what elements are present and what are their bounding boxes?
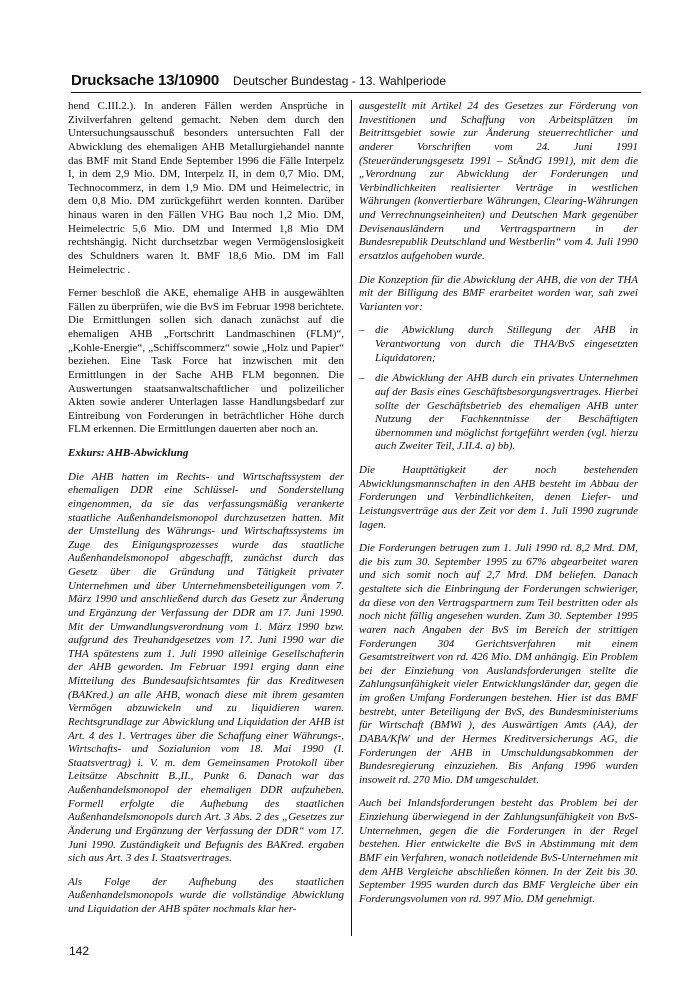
variant-list — [359, 324, 638, 454]
paragraph: Die Konzeption für die Abwicklung der AHB, die von der THA mit der Billigung des BMF erarbeitet worden war, sah zwei Varianten vor: — [359, 273, 638, 313]
list-item-text: die Abwicklung der AHB durch ein privates Unternehmen auf der Basis eines Geschäftsbesorgungsvertrages. Hierbei sollte der Geschäftsbetrieb des ehemaligen AHB unter Nutzung der Fachkenntnisse der Beschäftigten übernommen und möglichst fortgeführt werden (vgl. hierzu auch Zweiter Teil, J.II.4. a) bb). — [375, 372, 638, 453]
list-item — [359, 372, 638, 454]
column-divider — [351, 100, 352, 936]
paragraph: hend C.III.2.). In anderen Fällen werden Ansprüche in Zivilverfahren geltend gemacht. Neben dem durch den Untersuchungsausschuß besonders untersuchten Fall der Abwicklung des ehemaligen AHB Metallurgiehandel nannte das BMF mit Stand Ende September 1996 die Fälle Interpelz I, in dem 2,9 Mio. DM, Interpelz II, in dem 0,7 Mio. DM, Technocommerz, in dem 1,9 Mio. DM und Heimelectric, in dem 0,8 Mio. DM zurückgeführt werden konnten. Darüber hinaus waren in den Fällen VHG Bau noch 1,2 Mio. DM, Heimelectric 5,6 Mio. DM und Intermed 1,8 Mio DM rechtshängig. Nicht durchsetzbar wegen Vermögenslosigkeit des Schuldners waren lt. BMF 18,6 Mio. DM im Fall Heimelectric . — [68, 100, 344, 276]
exkurs-heading: Exkurs: AHB-Abwicklung — [68, 447, 189, 459]
list-item — [359, 324, 638, 365]
paragraph: ausgestellt mit Artikel 24 des Gesetzes zur Förderung von Investitionen und Schaffung von Arbeitsplätzen im Beitrittsgebiet sowie zur Änderung steuerrechtlicher und anderer Vorschriften vom 24. Juni 1991 (Steueränderungsgesetz 1991 – StÄndG 1991), mit dem die „Verordnung zur Abwicklung der Forderungen und Verbindlichkeiten realisierter Verträge in westlichen Währungen (konvertierbare Währungen, Clearing-Währungen und Verrechnungseinheiten) und Deutschen Mark gegenüber Devisenausländern und Vertragspartnern in der Bundesrepublik Deutschland und Westberlin“ vom 4. Juli 1990 ersatzlos aufgehoben wurde. — [359, 100, 638, 262]
dash-bullet: – — [359, 324, 365, 337]
list-item-text: die Abwicklung durch Stillegung der AHB in Verantwortung von durch die THA/BvS eingesetzten Liquidatoren; — [375, 324, 638, 364]
paragraph: Ferner beschloß die AKE, ehemalige AHB in ausgewählten Fällen zu überprüfen, wie die BvS im Februar 1998 berichtete. Die Ermittlungen sollen sich danach zunächst auf die ehemaligen AHB „Fortschritt Landmaschinen (FLM)“, „Kohle-Energie“, „Schiffscommerz“ sowie „Holz und Papier“ beziehen. Eine Task Force hat inzwischen mit den Ermittlungen in der Sache AHB FLM begonnen. Die Auswertungen staatsanwaltschaftlicher und polizeilicher Akten sowie anderer Unterlagen lasse Handlungsbedarf zur Eintreibung von Forderungen in beträchtlicher Höhe durch FLM erkennen. Die Ermittlungen dauerten aber noch an. — [68, 287, 344, 436]
dash-bullet: – — [359, 372, 365, 385]
page-header — [71, 72, 641, 90]
document-number: Drucksache 13/10900 — [71, 72, 219, 89]
left-column — [68, 100, 344, 927]
right-column — [359, 100, 638, 916]
paragraph: Die Forderungen betrugen zum 1. Juli 1990 rd. 8,2 Mrd. DM, die bis zum 30. September 1995 zu 67% abgearbeitet waren und sich somit noch auf 2,7 Mrd. DM beliefen. Danach gestaltete sich die Einbringung der Forderungen schwieriger, da diese von den Vertragspartnern zum Teil bestritten oder als noch nicht fällig angesehen wurden. Zum 30. September 1995 waren nach Angaben der BvS im Bereich der strittigen Forderungen 304 Gerichtsverfahren mit einem Gesamtstreitwert von rd. 426 Mio. DM anhängig. Ein Problem bei der Einziehung von Auslandsforderungen stellte die Zahlungsunfähigkeit vieler Entwicklungsländer dar, gegen die im großen Umfang Forderungen bestehen. Hier ist das BMF bestrebt, unter Beteiligung der BvS, des Bundesministeriums für Wirtschaft (BMWi ), des Auswärtigen Amts (AA), der DABA/KfW und der Hermes Kreditversicherungs AG, die Forderungen der AHB in Umschuldungsabkommen der Bundesregierung einzuziehen. Bis Anfang 1996 wurden insoweit rd. 270 Mio. DM umgeschuldet. — [359, 542, 638, 786]
paragraph: Auch bei Inlandsforderungen besteht das Problem bei der Einziehung überwiegend in der Zahlungsunfähigkeit von BvS-Unternehmen, gegen die die Forderungen in der Regel bestehen. Hier entwickelte die BvS in Abstimmung mit dem BMF ein Verfahren, wonach notleidende BvS-Unternehmen mit dem AHB Vergleiche abschließen können. In der Zeit bis 30. September 1995 wurden durch das BMF Vergleiche über ein Forderungsvolumen von rd. 997 Mio. DM genehmigt. — [359, 797, 638, 905]
paragraph: Die AHB hatten im Rechts- und Wirtschaftssystem der ehemaligen DDR eine Schlüssel- und Sonderstellung eingenommen, da sie das verfassungsmäßig verankerte staatliche Außenhandelsmonopol durchzusetzen hatten. Mit der Umstellung des Währungs- und Wirtschaftssystems im Zuge des Einigungsprozesses wurde das staatliche Außenhandelsmonopol abgeschafft, zunächst durch das Gesetz über die Gründung und Tätigkeit privater Unternehmen und über Unternehmensbeteiligungen vom 7. März 1990 und anschließend durch das Gesetz zur Änderung und Ergänzung der Verfassung der DDR am 17. Juni 1990. Mit der Umwandlungsverordnung vom 1. März 1990 bzw. aufgrund des Treuhandgesetzes vom 17. Juni 1990 war die THA spätestens zum 1. Juli 1990 alleinige Gesellschafterin der AHB geworden. Im Februar 1991 erging dann eine Mitteilung des Bundesaufsichtsamtes für das Kreditwesen (BAKred.) an alle AHB, wonach diese mit ihrem gesamten Vermögen abzuwickeln und zu liquidieren waren. Rechtsgrundlage zur Abwicklung und Liquidation der AHB ist Art. 4 des 1. Vertrages über die Schaffung einer Währungs-, Wirtschafts- und Sozialunion vom 18. Mai 1990 (I. Staatsvertrag) i. V. m. dem Gemeinsamen Protokoll über Leitsätze Abschnitt B.,II., Punkt 6. Danach war das Außenhandelsmonopol der ehemaligen DDR aufzuheben. Formell erfolgte die Aufhebung des staatlichen Außenhandelsmonopols durch Art. 3 Abs. 2 des „Gesetzes zur Änderung und Ergänzung der Verfassung der DDR“ vom 17. Juni 1990. Zuständigkeit und Befugnis des BAKred. ergaben sich aus Art. 3 des I. Staatsvertrages. — [68, 470, 344, 865]
page-number: 142 — [69, 944, 90, 958]
parliament-term: Deutscher Bundestag - 13. Wahlperiode — [232, 74, 446, 88]
paragraph: Als Folge der Aufhebung des staatlichen Außenhandelsmonopols wurde die vollständige Abwicklung und Liquidation der AHB später nochmals klar her- — [68, 875, 344, 915]
header-rule — [71, 92, 641, 93]
paragraph: Die Haupttätigkeit der noch bestehenden Abwicklungsmannschaften in den AHB besteht im Abbau der Forderungen und Verbindlichkeiten, denen Liefer- und Leistungsverträge aus der Zeit vor dem 1. Juli 1990 zugrunde lagen. — [359, 464, 638, 531]
